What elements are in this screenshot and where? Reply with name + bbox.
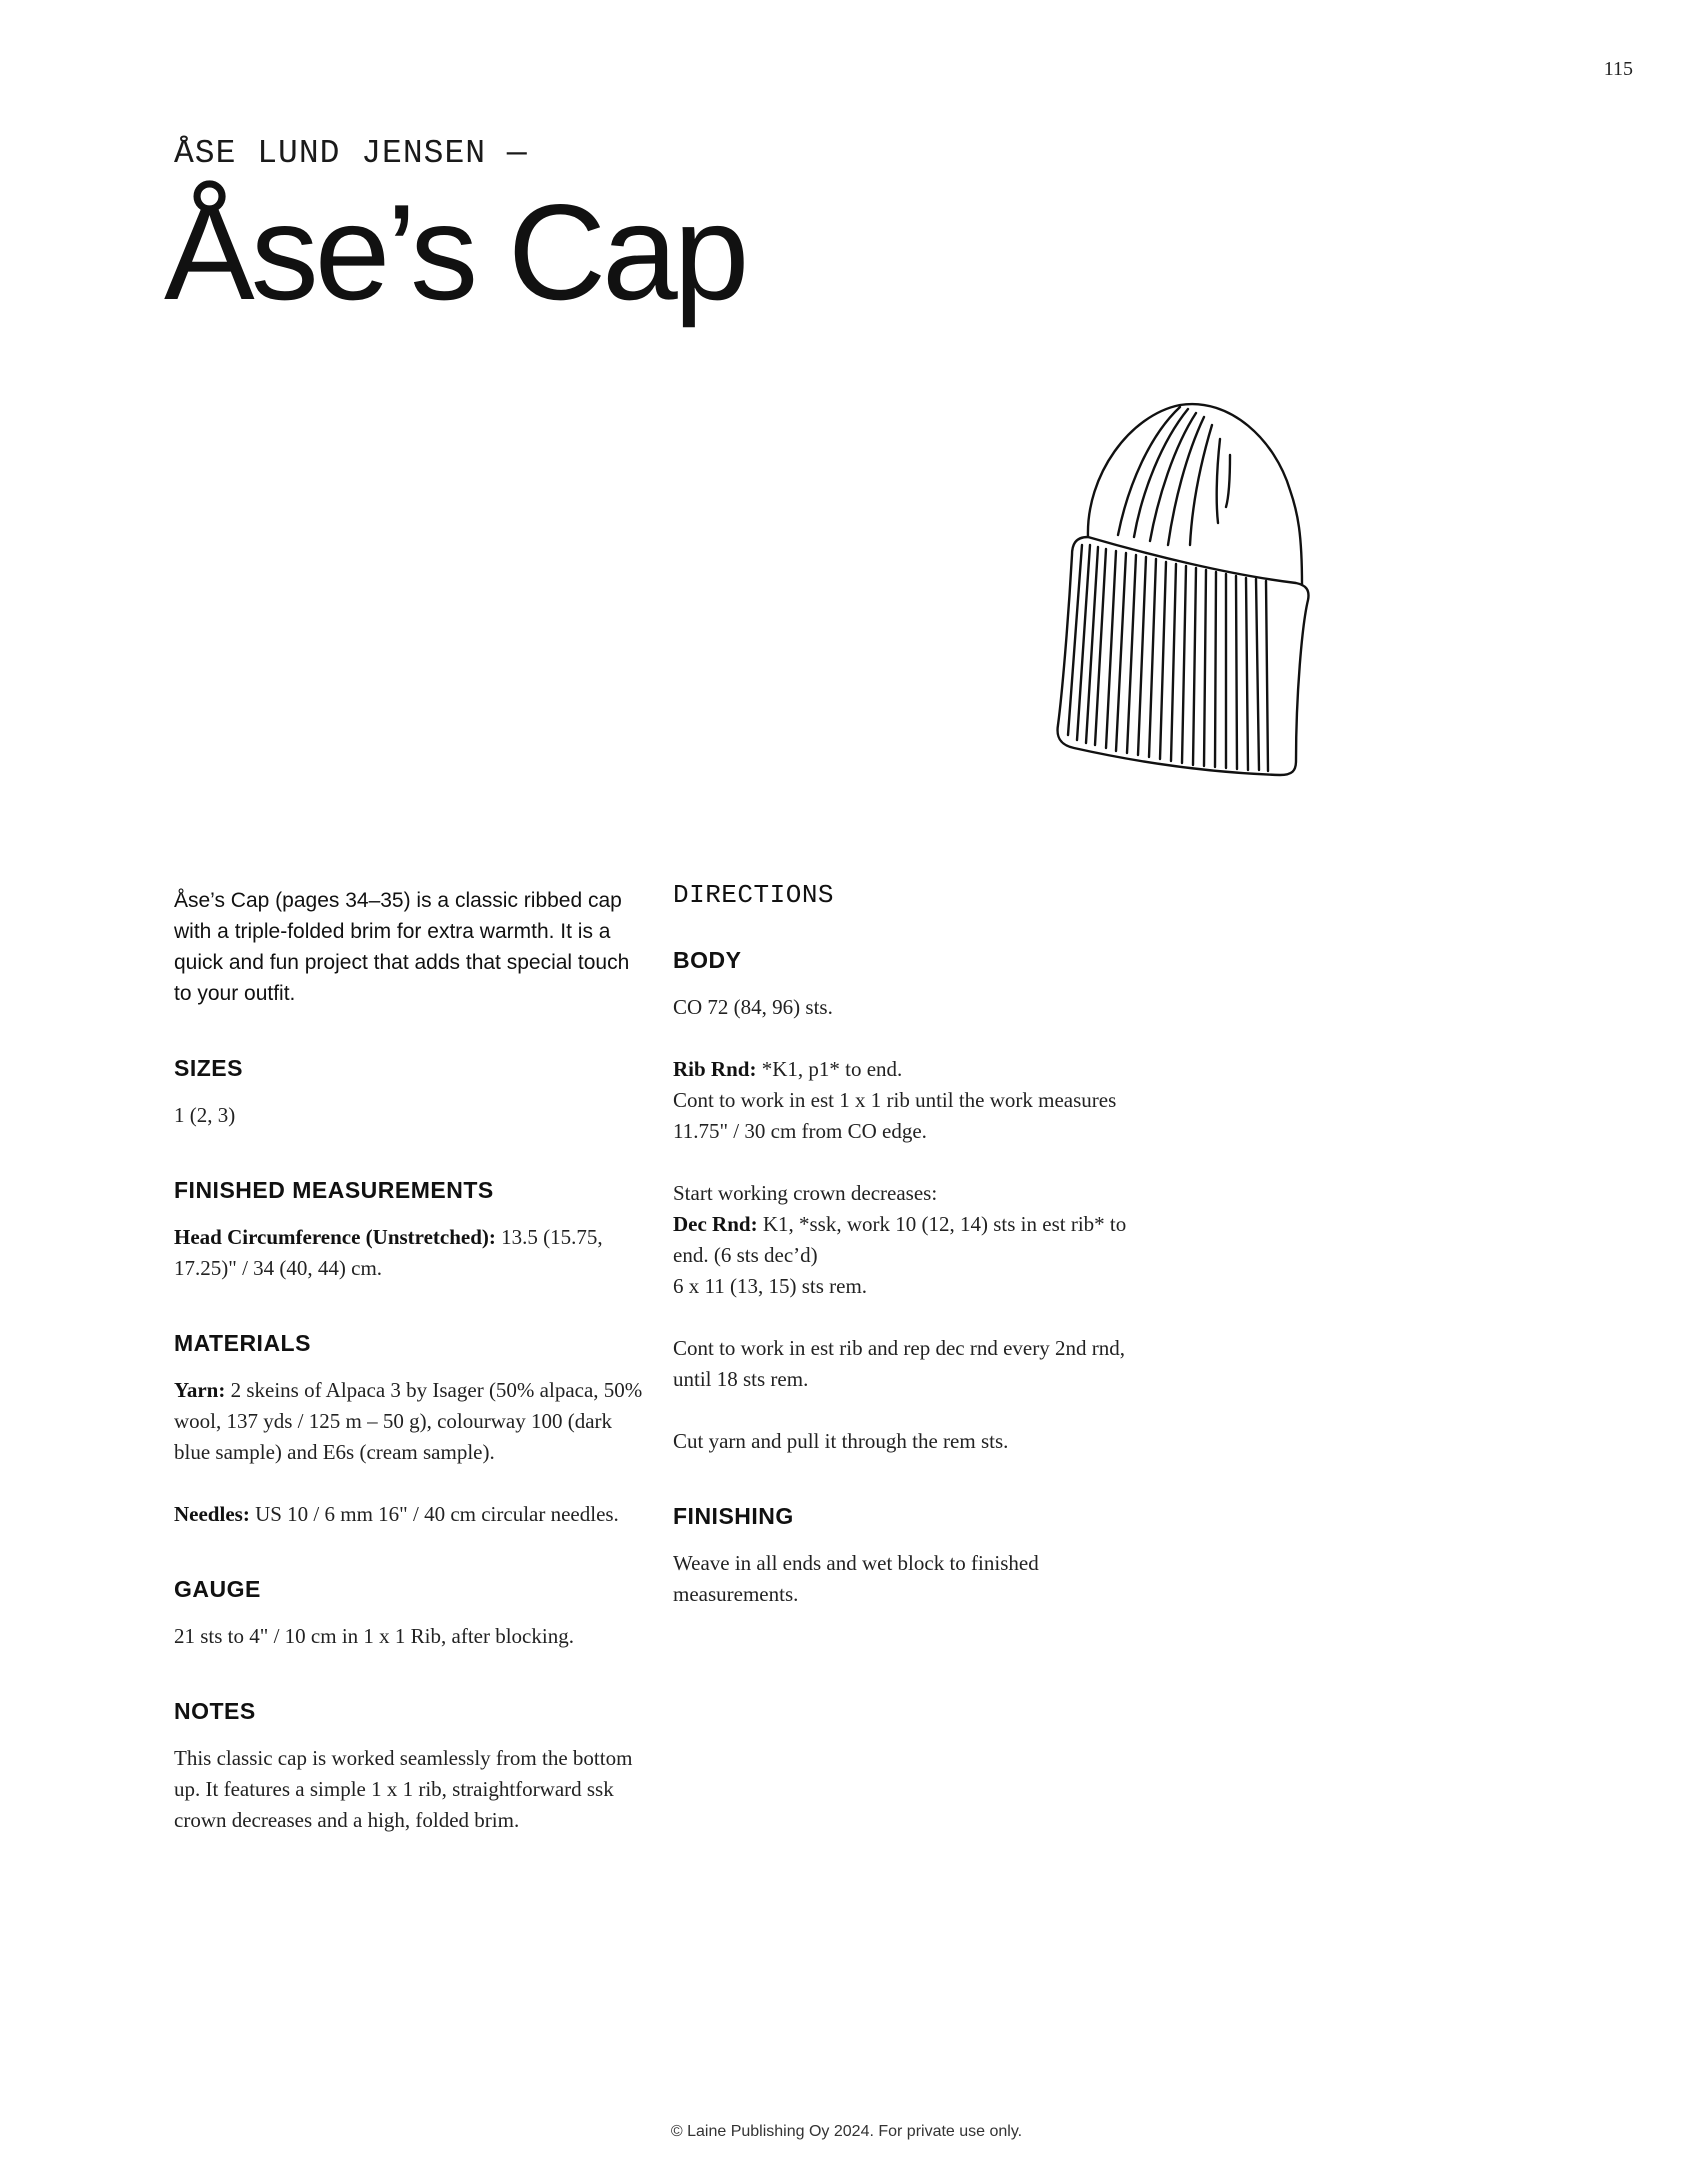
continue-text: Cont to work in est rib and rep dec rnd every 2nd rnd, until 18 sts rem. — [673, 1336, 1125, 1391]
finishing-heading: FINISHING — [673, 1503, 794, 1529]
crown-rib-line — [1226, 455, 1230, 507]
sizes-heading: SIZES — [174, 1055, 243, 1081]
cap-illustration — [1040, 395, 1380, 795]
measurements-heading: FINISHED MEASUREMENTS — [174, 1177, 494, 1203]
measurements-label: Head Circumference (Unstretched): — [174, 1225, 496, 1249]
right-column — [673, 880, 1143, 1610]
needles-label: Needles: — [174, 1502, 250, 1526]
rib-round-value: *K1, p1* to end. — [756, 1057, 903, 1081]
dec-remaining-text: 6 x 11 (13, 15) sts rem. — [673, 1274, 868, 1298]
page-number: 115 — [1603, 58, 1633, 80]
crown-start-text: Start working crown decreases: — [673, 1181, 938, 1205]
gauge-heading: GAUGE — [174, 1576, 261, 1602]
left-column — [174, 880, 644, 1836]
yarn-label: Yarn: — [174, 1378, 226, 1402]
yarn-value: 2 skeins of Alpaca 3 by Isager (50% alpaca, 50% wool, 137 yds / 125 m – 50 g), colourway 100 (dark blue sample) and E6s (cream sample). — [174, 1378, 643, 1464]
body-heading: BODY — [673, 947, 742, 973]
notes-heading: NOTES — [174, 1698, 256, 1724]
brim-rib-lines — [1068, 545, 1268, 771]
measurements-value: 13.5 (15.75, 17.25)" / 34 (40, 44) cm. — [174, 1225, 603, 1280]
dec-round-value: K1, *ssk, work 10 (12, 14) sts in est rib* to end. (6 sts dec’d) — [673, 1212, 1127, 1267]
gauge-text: 21 sts to 4" / 10 cm in 1 x 1 Rib, after blocking. — [174, 1624, 574, 1648]
crown-rib-line — [1118, 407, 1180, 535]
rib-round-label: Rib Rnd: — [673, 1057, 757, 1081]
needles-text — [174, 1499, 644, 1530]
footer-copyright: © Laine Publishing Oy 2024. For private use only. — [670, 2123, 1023, 2140]
intro-text: Åse’s Cap (pages 34–35) is a classic ribbed cap with a triple-folded brim for extra warmth. It is a quick and fun project that adds that special touch to your outfit. — [174, 889, 630, 1005]
crown-rib-line — [1217, 439, 1220, 523]
sizes-text: 1 (2, 3) — [174, 1103, 236, 1127]
cast-on-text: CO 72 (84, 96) sts. — [673, 995, 833, 1019]
directions-heading: DIRECTIONS — [673, 880, 835, 910]
cut-yarn-text: Cut yarn and pull it through the rem sts. — [673, 1429, 1009, 1453]
dec-round-label: Dec Rnd: — [673, 1212, 758, 1236]
yarn-text — [174, 1375, 644, 1468]
needles-value: US 10 / 6 mm 16" / 40 cm circular needles. — [249, 1502, 619, 1526]
finishing-text: Weave in all ends and wet block to finished measurements. — [673, 1551, 1039, 1606]
measurements-text — [174, 1222, 644, 1284]
author-line: ÅSE LUND JENSEN — — [174, 135, 528, 172]
notes-text: This classic cap is worked seamlessly from the bottom up. It features a simple 1 x 1 rib, straightforward ssk crown decreases and a high, folded brim. — [174, 1746, 633, 1832]
rib-round-text — [673, 1054, 1143, 1085]
materials-heading: MATERIALS — [174, 1330, 311, 1356]
rib-continue-text: Cont to work in est 1 x 1 rib until the work measures 11.75" / 30 cm from CO edge. — [673, 1088, 1117, 1143]
dec-round-text — [673, 1209, 1143, 1271]
page-title: Åse’s Cap — [164, 176, 746, 328]
